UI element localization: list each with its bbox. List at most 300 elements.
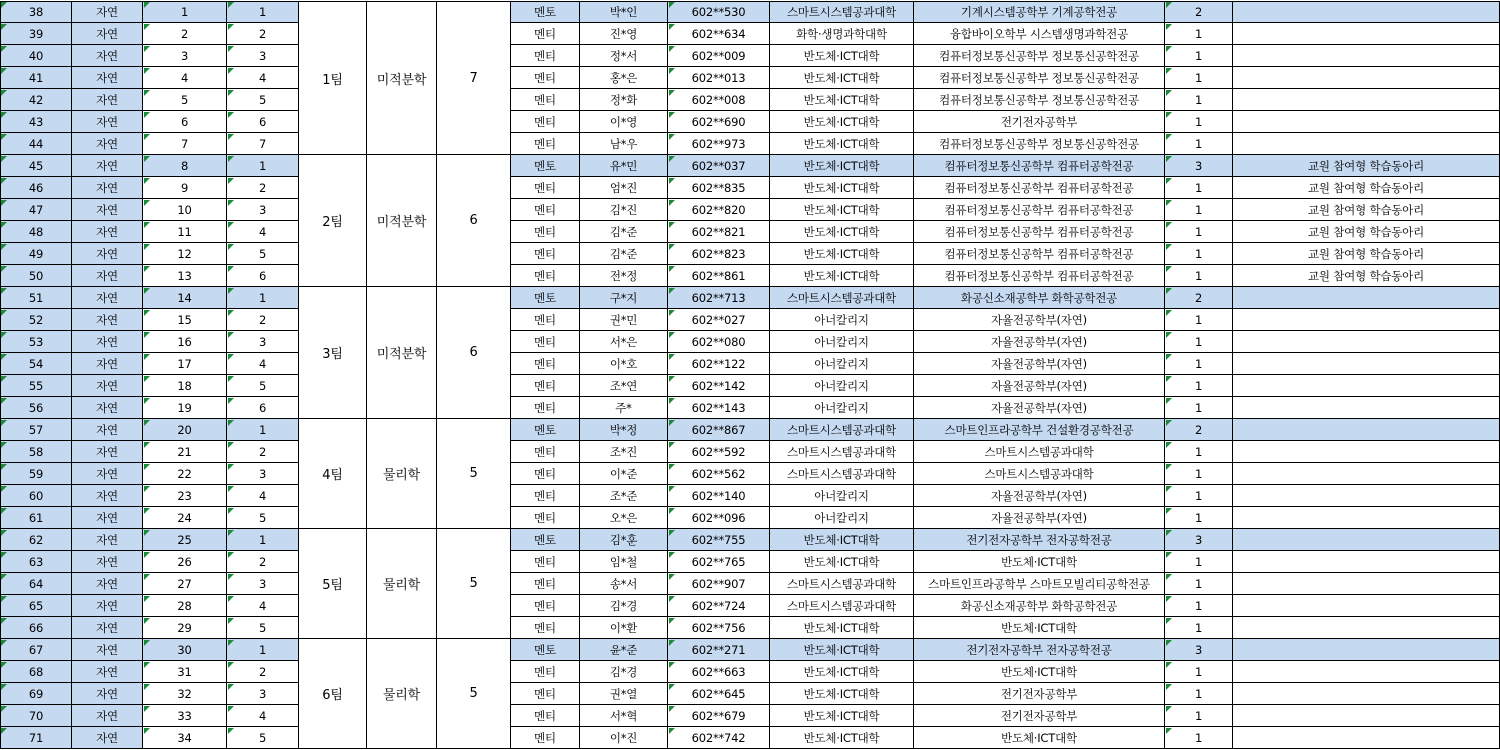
name-cell[interactable]: 정*화 bbox=[580, 89, 668, 111]
sequence-cell[interactable]: 10 bbox=[143, 199, 227, 221]
name-cell[interactable]: 서*은 bbox=[580, 331, 668, 353]
sequence-cell[interactable]: 16 bbox=[143, 331, 227, 353]
sequence-cell[interactable]: 28 bbox=[143, 595, 227, 617]
student-id-cell[interactable]: 602**013 bbox=[668, 67, 770, 89]
team-member-number-cell[interactable]: 2 bbox=[227, 441, 299, 463]
team-member-number-cell[interactable]: 2 bbox=[227, 177, 299, 199]
row-number-cell[interactable]: 38 bbox=[0, 1, 72, 23]
field-cell[interactable]: 자연 bbox=[72, 639, 143, 661]
sequence-cell[interactable]: 22 bbox=[143, 463, 227, 485]
role-cell[interactable]: 멘토 bbox=[511, 529, 580, 551]
student-id-cell[interactable]: 602**756 bbox=[668, 617, 770, 639]
field-cell[interactable]: 자연 bbox=[72, 309, 143, 331]
team-name-cell[interactable]: 6팀 bbox=[299, 639, 367, 749]
note-cell[interactable] bbox=[1233, 463, 1500, 485]
sequence-cell[interactable]: 7 bbox=[143, 133, 227, 155]
sequence-cell[interactable]: 19 bbox=[143, 397, 227, 419]
role-cell[interactable]: 멘티 bbox=[511, 375, 580, 397]
college-cell[interactable]: 반도체·ICT대학 bbox=[770, 133, 914, 155]
note-cell[interactable] bbox=[1233, 67, 1500, 89]
field-cell[interactable]: 자연 bbox=[72, 331, 143, 353]
student-id-cell[interactable]: 602**663 bbox=[668, 661, 770, 683]
grade-cell[interactable]: 1 bbox=[1165, 595, 1233, 617]
field-cell[interactable]: 자연 bbox=[72, 353, 143, 375]
major-cell[interactable]: 자율전공학부(자연) bbox=[914, 331, 1165, 353]
name-cell[interactable]: 오*은 bbox=[580, 507, 668, 529]
team-member-number-cell[interactable]: 4 bbox=[227, 221, 299, 243]
subject-cell[interactable]: 물리학 bbox=[367, 419, 437, 529]
row-number-cell[interactable]: 60 bbox=[0, 485, 72, 507]
name-cell[interactable]: 서*혁 bbox=[580, 705, 668, 727]
student-id-cell[interactable]: 602**271 bbox=[668, 639, 770, 661]
grade-cell[interactable]: 1 bbox=[1165, 683, 1233, 705]
college-cell[interactable]: 반도체·ICT대학 bbox=[770, 243, 914, 265]
major-cell[interactable]: 융합바이오학부 시스템생명과학전공 bbox=[914, 23, 1165, 45]
role-cell[interactable]: 멘티 bbox=[511, 441, 580, 463]
major-cell[interactable]: 자율전공학부(자연) bbox=[914, 375, 1165, 397]
role-cell[interactable]: 멘티 bbox=[511, 507, 580, 529]
student-id-cell[interactable]: 602**143 bbox=[668, 397, 770, 419]
note-cell[interactable] bbox=[1233, 573, 1500, 595]
field-cell[interactable]: 자연 bbox=[72, 45, 143, 67]
row-number-cell[interactable]: 65 bbox=[0, 595, 72, 617]
field-cell[interactable]: 자연 bbox=[72, 177, 143, 199]
member-count-cell[interactable]: 5 bbox=[437, 419, 511, 529]
grade-cell[interactable]: 3 bbox=[1165, 529, 1233, 551]
team-member-number-cell[interactable]: 5 bbox=[227, 617, 299, 639]
grade-cell[interactable]: 1 bbox=[1165, 199, 1233, 221]
note-cell[interactable] bbox=[1233, 397, 1500, 419]
note-cell[interactable]: 교원 참여형 학습동아리 bbox=[1233, 177, 1500, 199]
name-cell[interactable]: 김*진 bbox=[580, 199, 668, 221]
grade-cell[interactable]: 1 bbox=[1165, 67, 1233, 89]
team-member-number-cell[interactable]: 3 bbox=[227, 683, 299, 705]
student-id-cell[interactable]: 602**861 bbox=[668, 265, 770, 287]
team-member-number-cell[interactable]: 1 bbox=[227, 287, 299, 309]
role-cell[interactable]: 멘티 bbox=[511, 133, 580, 155]
sequence-cell[interactable]: 8 bbox=[143, 155, 227, 177]
sequence-cell[interactable]: 18 bbox=[143, 375, 227, 397]
college-cell[interactable]: 아너칼리지 bbox=[770, 331, 914, 353]
team-member-number-cell[interactable]: 5 bbox=[227, 243, 299, 265]
row-number-cell[interactable]: 39 bbox=[0, 23, 72, 45]
grade-cell[interactable]: 1 bbox=[1165, 331, 1233, 353]
note-cell[interactable] bbox=[1233, 485, 1500, 507]
note-cell[interactable] bbox=[1233, 45, 1500, 67]
student-id-cell[interactable]: 602**080 bbox=[668, 331, 770, 353]
student-id-cell[interactable]: 602**634 bbox=[668, 23, 770, 45]
name-cell[interactable]: 주* bbox=[580, 397, 668, 419]
grade-cell[interactable]: 1 bbox=[1165, 441, 1233, 463]
role-cell[interactable]: 멘티 bbox=[511, 221, 580, 243]
grade-cell[interactable]: 2 bbox=[1165, 287, 1233, 309]
college-cell[interactable]: 스마트시스템공과대학 bbox=[770, 419, 914, 441]
name-cell[interactable]: 김*경 bbox=[580, 661, 668, 683]
role-cell[interactable]: 멘티 bbox=[511, 331, 580, 353]
field-cell[interactable]: 자연 bbox=[72, 287, 143, 309]
note-cell[interactable] bbox=[1233, 441, 1500, 463]
name-cell[interactable]: 정*서 bbox=[580, 45, 668, 67]
student-id-cell[interactable]: 602**562 bbox=[668, 463, 770, 485]
team-member-number-cell[interactable]: 2 bbox=[227, 661, 299, 683]
college-cell[interactable]: 반도체·ICT대학 bbox=[770, 683, 914, 705]
team-member-number-cell[interactable]: 1 bbox=[227, 529, 299, 551]
student-id-cell[interactable]: 602**867 bbox=[668, 419, 770, 441]
college-cell[interactable]: 아너칼리지 bbox=[770, 309, 914, 331]
grade-cell[interactable]: 1 bbox=[1165, 705, 1233, 727]
grade-cell[interactable]: 1 bbox=[1165, 507, 1233, 529]
sequence-cell[interactable]: 23 bbox=[143, 485, 227, 507]
major-cell[interactable]: 전기전자공학부 bbox=[914, 705, 1165, 727]
row-number-cell[interactable]: 71 bbox=[0, 727, 72, 749]
major-cell[interactable]: 컴퓨터정보통신공학부 컴퓨터공학전공 bbox=[914, 243, 1165, 265]
grade-cell[interactable]: 1 bbox=[1165, 45, 1233, 67]
note-cell[interactable] bbox=[1233, 287, 1500, 309]
note-cell[interactable] bbox=[1233, 507, 1500, 529]
name-cell[interactable]: 조*진 bbox=[580, 441, 668, 463]
row-number-cell[interactable]: 40 bbox=[0, 45, 72, 67]
team-member-number-cell[interactable]: 3 bbox=[227, 331, 299, 353]
team-name-cell[interactable]: 4팀 bbox=[299, 419, 367, 529]
sequence-cell[interactable]: 5 bbox=[143, 89, 227, 111]
field-cell[interactable]: 자연 bbox=[72, 705, 143, 727]
team-member-number-cell[interactable]: 7 bbox=[227, 133, 299, 155]
major-cell[interactable]: 컴퓨터정보통신공학부 정보통신공학전공 bbox=[914, 89, 1165, 111]
row-number-cell[interactable]: 45 bbox=[0, 155, 72, 177]
sequence-cell[interactable]: 6 bbox=[143, 111, 227, 133]
role-cell[interactable]: 멘티 bbox=[511, 243, 580, 265]
field-cell[interactable]: 자연 bbox=[72, 1, 143, 23]
note-cell[interactable]: 교원 참여형 학습동아리 bbox=[1233, 265, 1500, 287]
college-cell[interactable]: 반도체·ICT대학 bbox=[770, 529, 914, 551]
field-cell[interactable]: 자연 bbox=[72, 199, 143, 221]
note-cell[interactable] bbox=[1233, 23, 1500, 45]
major-cell[interactable]: 자율전공학부(자연) bbox=[914, 485, 1165, 507]
name-cell[interactable]: 김*경 bbox=[580, 595, 668, 617]
major-cell[interactable]: 자율전공학부(자연) bbox=[914, 507, 1165, 529]
student-id-cell[interactable]: 602**755 bbox=[668, 529, 770, 551]
student-id-cell[interactable]: 602**724 bbox=[668, 595, 770, 617]
grade-cell[interactable]: 2 bbox=[1165, 1, 1233, 23]
college-cell[interactable]: 반도체·ICT대학 bbox=[770, 89, 914, 111]
major-cell[interactable]: 반도체·ICT대학 bbox=[914, 727, 1165, 749]
row-number-cell[interactable]: 41 bbox=[0, 67, 72, 89]
college-cell[interactable]: 반도체·ICT대학 bbox=[770, 661, 914, 683]
note-cell[interactable] bbox=[1233, 89, 1500, 111]
name-cell[interactable]: 이*준 bbox=[580, 463, 668, 485]
college-cell[interactable]: 반도체·ICT대학 bbox=[770, 111, 914, 133]
grade-cell[interactable]: 1 bbox=[1165, 727, 1233, 749]
grade-cell[interactable]: 1 bbox=[1165, 309, 1233, 331]
field-cell[interactable]: 자연 bbox=[72, 23, 143, 45]
student-id-cell[interactable]: 602**907 bbox=[668, 573, 770, 595]
note-cell[interactable] bbox=[1233, 529, 1500, 551]
major-cell[interactable]: 자율전공학부(자연) bbox=[914, 397, 1165, 419]
name-cell[interactable]: 김*훈 bbox=[580, 529, 668, 551]
college-cell[interactable]: 반도체·ICT대학 bbox=[770, 155, 914, 177]
grade-cell[interactable]: 2 bbox=[1165, 419, 1233, 441]
name-cell[interactable]: 김*준 bbox=[580, 221, 668, 243]
student-id-cell[interactable]: 602**142 bbox=[668, 375, 770, 397]
grade-cell[interactable]: 1 bbox=[1165, 573, 1233, 595]
sequence-cell[interactable]: 11 bbox=[143, 221, 227, 243]
row-number-cell[interactable]: 64 bbox=[0, 573, 72, 595]
note-cell[interactable] bbox=[1233, 551, 1500, 573]
name-cell[interactable]: 이*영 bbox=[580, 111, 668, 133]
name-cell[interactable]: 전*정 bbox=[580, 265, 668, 287]
name-cell[interactable]: 조*준 bbox=[580, 485, 668, 507]
role-cell[interactable]: 멘티 bbox=[511, 727, 580, 749]
college-cell[interactable]: 반도체·ICT대학 bbox=[770, 639, 914, 661]
student-id-cell[interactable]: 602**823 bbox=[668, 243, 770, 265]
sequence-cell[interactable]: 24 bbox=[143, 507, 227, 529]
row-number-cell[interactable]: 62 bbox=[0, 529, 72, 551]
team-name-cell[interactable]: 5팀 bbox=[299, 529, 367, 639]
major-cell[interactable]: 컴퓨터정보통신공학부 정보통신공학전공 bbox=[914, 45, 1165, 67]
grade-cell[interactable]: 3 bbox=[1165, 155, 1233, 177]
field-cell[interactable]: 자연 bbox=[72, 221, 143, 243]
sequence-cell[interactable]: 20 bbox=[143, 419, 227, 441]
student-id-cell[interactable]: 602**713 bbox=[668, 287, 770, 309]
sequence-cell[interactable]: 4 bbox=[143, 67, 227, 89]
major-cell[interactable]: 전기전자공학부 bbox=[914, 111, 1165, 133]
row-number-cell[interactable]: 69 bbox=[0, 683, 72, 705]
field-cell[interactable]: 자연 bbox=[72, 67, 143, 89]
sequence-cell[interactable]: 31 bbox=[143, 661, 227, 683]
name-cell[interactable]: 엄*진 bbox=[580, 177, 668, 199]
sequence-cell[interactable]: 33 bbox=[143, 705, 227, 727]
college-cell[interactable]: 아너칼리지 bbox=[770, 375, 914, 397]
major-cell[interactable]: 컴퓨터정보통신공학부 컴퓨터공학전공 bbox=[914, 199, 1165, 221]
note-cell[interactable] bbox=[1233, 375, 1500, 397]
row-number-cell[interactable]: 47 bbox=[0, 199, 72, 221]
note-cell[interactable] bbox=[1233, 705, 1500, 727]
role-cell[interactable]: 멘티 bbox=[511, 309, 580, 331]
field-cell[interactable]: 자연 bbox=[72, 485, 143, 507]
major-cell[interactable]: 기계시스템공학부 기계공학전공 bbox=[914, 1, 1165, 23]
college-cell[interactable]: 반도체·ICT대학 bbox=[770, 265, 914, 287]
team-member-number-cell[interactable]: 3 bbox=[227, 463, 299, 485]
team-member-number-cell[interactable]: 4 bbox=[227, 353, 299, 375]
role-cell[interactable]: 멘토 bbox=[511, 639, 580, 661]
college-cell[interactable]: 반도체·ICT대학 bbox=[770, 45, 914, 67]
major-cell[interactable]: 전기전자공학부 전자공학전공 bbox=[914, 529, 1165, 551]
student-id-cell[interactable]: 602**821 bbox=[668, 221, 770, 243]
row-number-cell[interactable]: 52 bbox=[0, 309, 72, 331]
field-cell[interactable]: 자연 bbox=[72, 529, 143, 551]
student-id-cell[interactable]: 602**037 bbox=[668, 155, 770, 177]
role-cell[interactable]: 멘티 bbox=[511, 617, 580, 639]
student-id-cell[interactable]: 602**592 bbox=[668, 441, 770, 463]
team-member-number-cell[interactable]: 2 bbox=[227, 309, 299, 331]
major-cell[interactable]: 컴퓨터정보통신공학부 컴퓨터공학전공 bbox=[914, 265, 1165, 287]
name-cell[interactable]: 이*환 bbox=[580, 617, 668, 639]
team-member-number-cell[interactable]: 5 bbox=[227, 727, 299, 749]
name-cell[interactable]: 송*서 bbox=[580, 573, 668, 595]
note-cell[interactable] bbox=[1233, 309, 1500, 331]
row-number-cell[interactable]: 50 bbox=[0, 265, 72, 287]
role-cell[interactable]: 멘티 bbox=[511, 177, 580, 199]
field-cell[interactable]: 자연 bbox=[72, 243, 143, 265]
team-member-number-cell[interactable]: 5 bbox=[227, 89, 299, 111]
role-cell[interactable]: 멘티 bbox=[511, 89, 580, 111]
field-cell[interactable]: 자연 bbox=[72, 441, 143, 463]
major-cell[interactable]: 컴퓨터정보통신공학부 컴퓨터공학전공 bbox=[914, 155, 1165, 177]
student-id-cell[interactable]: 602**835 bbox=[668, 177, 770, 199]
grade-cell[interactable]: 1 bbox=[1165, 397, 1233, 419]
college-cell[interactable]: 반도체·ICT대학 bbox=[770, 67, 914, 89]
major-cell[interactable]: 컴퓨터정보통신공학부 컴퓨터공학전공 bbox=[914, 177, 1165, 199]
name-cell[interactable]: 김*준 bbox=[580, 243, 668, 265]
note-cell[interactable] bbox=[1233, 419, 1500, 441]
sequence-cell[interactable]: 1 bbox=[143, 1, 227, 23]
subject-cell[interactable]: 미적분학 bbox=[367, 287, 437, 419]
major-cell[interactable]: 스마트인프라공학부 건설환경공학전공 bbox=[914, 419, 1165, 441]
student-id-cell[interactable]: 602**645 bbox=[668, 683, 770, 705]
team-member-number-cell[interactable]: 3 bbox=[227, 573, 299, 595]
student-id-cell[interactable]: 602**742 bbox=[668, 727, 770, 749]
major-cell[interactable]: 스마트시스템공과대학 bbox=[914, 463, 1165, 485]
sequence-cell[interactable]: 15 bbox=[143, 309, 227, 331]
team-member-number-cell[interactable]: 6 bbox=[227, 265, 299, 287]
name-cell[interactable]: 임*철 bbox=[580, 551, 668, 573]
grade-cell[interactable]: 1 bbox=[1165, 243, 1233, 265]
student-id-cell[interactable]: 602**973 bbox=[668, 133, 770, 155]
sequence-cell[interactable]: 17 bbox=[143, 353, 227, 375]
role-cell[interactable]: 멘토 bbox=[511, 419, 580, 441]
field-cell[interactable]: 자연 bbox=[72, 573, 143, 595]
field-cell[interactable]: 자연 bbox=[72, 661, 143, 683]
note-cell[interactable] bbox=[1233, 595, 1500, 617]
role-cell[interactable]: 멘티 bbox=[511, 463, 580, 485]
team-member-number-cell[interactable]: 4 bbox=[227, 595, 299, 617]
row-number-cell[interactable]: 57 bbox=[0, 419, 72, 441]
field-cell[interactable]: 자연 bbox=[72, 397, 143, 419]
subject-cell[interactable]: 미적분학 bbox=[367, 1, 437, 155]
field-cell[interactable]: 자연 bbox=[72, 375, 143, 397]
role-cell[interactable]: 멘티 bbox=[511, 111, 580, 133]
team-name-cell[interactable]: 3팀 bbox=[299, 287, 367, 419]
student-id-cell[interactable]: 602**008 bbox=[668, 89, 770, 111]
grade-cell[interactable]: 1 bbox=[1165, 221, 1233, 243]
student-id-cell[interactable]: 602**027 bbox=[668, 309, 770, 331]
team-member-number-cell[interactable]: 4 bbox=[227, 67, 299, 89]
row-number-cell[interactable]: 54 bbox=[0, 353, 72, 375]
name-cell[interactable]: 박*인 bbox=[580, 1, 668, 23]
note-cell[interactable] bbox=[1233, 331, 1500, 353]
college-cell[interactable]: 스마트시스템공과대학 bbox=[770, 463, 914, 485]
row-number-cell[interactable]: 58 bbox=[0, 441, 72, 463]
name-cell[interactable]: 이*진 bbox=[580, 727, 668, 749]
role-cell[interactable]: 멘티 bbox=[511, 705, 580, 727]
row-number-cell[interactable]: 61 bbox=[0, 507, 72, 529]
note-cell[interactable] bbox=[1233, 617, 1500, 639]
student-id-cell[interactable]: 602**820 bbox=[668, 199, 770, 221]
grade-cell[interactable]: 1 bbox=[1165, 485, 1233, 507]
row-number-cell[interactable]: 53 bbox=[0, 331, 72, 353]
major-cell[interactable]: 화공신소재공학부 화학공학전공 bbox=[914, 595, 1165, 617]
name-cell[interactable]: 이*호 bbox=[580, 353, 668, 375]
role-cell[interactable]: 멘티 bbox=[511, 199, 580, 221]
note-cell[interactable]: 교원 참여형 학습동아리 bbox=[1233, 221, 1500, 243]
student-id-cell[interactable]: 602**765 bbox=[668, 551, 770, 573]
note-cell[interactable] bbox=[1233, 111, 1500, 133]
role-cell[interactable]: 멘티 bbox=[511, 661, 580, 683]
field-cell[interactable]: 자연 bbox=[72, 155, 143, 177]
sequence-cell[interactable]: 30 bbox=[143, 639, 227, 661]
row-number-cell[interactable]: 48 bbox=[0, 221, 72, 243]
major-cell[interactable]: 전기전자공학부 전자공학전공 bbox=[914, 639, 1165, 661]
sequence-cell[interactable]: 34 bbox=[143, 727, 227, 749]
row-number-cell[interactable]: 49 bbox=[0, 243, 72, 265]
role-cell[interactable]: 멘티 bbox=[511, 23, 580, 45]
major-cell[interactable]: 스마트인프라공학부 스마트모빌리티공학전공 bbox=[914, 573, 1165, 595]
note-cell[interactable] bbox=[1233, 1, 1500, 23]
grade-cell[interactable]: 1 bbox=[1165, 89, 1233, 111]
note-cell[interactable]: 교원 참여형 학습동아리 bbox=[1233, 155, 1500, 177]
college-cell[interactable]: 아너칼리지 bbox=[770, 353, 914, 375]
note-cell[interactable]: 교원 참여형 학습동아리 bbox=[1233, 199, 1500, 221]
student-id-cell[interactable]: 602**690 bbox=[668, 111, 770, 133]
role-cell[interactable]: 멘티 bbox=[511, 397, 580, 419]
row-number-cell[interactable]: 51 bbox=[0, 287, 72, 309]
role-cell[interactable]: 멘티 bbox=[511, 551, 580, 573]
grade-cell[interactable]: 1 bbox=[1165, 23, 1233, 45]
row-number-cell[interactable]: 68 bbox=[0, 661, 72, 683]
team-member-number-cell[interactable]: 6 bbox=[227, 111, 299, 133]
college-cell[interactable]: 스마트시스템공과대학 bbox=[770, 287, 914, 309]
row-number-cell[interactable]: 70 bbox=[0, 705, 72, 727]
row-number-cell[interactable]: 67 bbox=[0, 639, 72, 661]
grade-cell[interactable]: 1 bbox=[1165, 111, 1233, 133]
major-cell[interactable]: 화공신소재공학부 화학공학전공 bbox=[914, 287, 1165, 309]
college-cell[interactable]: 스마트시스템공과대학 bbox=[770, 573, 914, 595]
major-cell[interactable]: 스마트시스템공과대학 bbox=[914, 441, 1165, 463]
name-cell[interactable]: 권*열 bbox=[580, 683, 668, 705]
name-cell[interactable]: 남*우 bbox=[580, 133, 668, 155]
row-number-cell[interactable]: 42 bbox=[0, 89, 72, 111]
field-cell[interactable]: 자연 bbox=[72, 111, 143, 133]
name-cell[interactable]: 윤*준 bbox=[580, 639, 668, 661]
row-number-cell[interactable]: 55 bbox=[0, 375, 72, 397]
note-cell[interactable] bbox=[1233, 133, 1500, 155]
row-number-cell[interactable]: 63 bbox=[0, 551, 72, 573]
team-member-number-cell[interactable]: 2 bbox=[227, 551, 299, 573]
member-count-cell[interactable]: 5 bbox=[437, 639, 511, 749]
role-cell[interactable]: 멘토 bbox=[511, 155, 580, 177]
major-cell[interactable]: 자율전공학부(자연) bbox=[914, 309, 1165, 331]
field-cell[interactable]: 자연 bbox=[72, 133, 143, 155]
member-count-cell[interactable]: 6 bbox=[437, 155, 511, 287]
grade-cell[interactable]: 1 bbox=[1165, 177, 1233, 199]
grade-cell[interactable]: 1 bbox=[1165, 617, 1233, 639]
college-cell[interactable]: 반도체·ICT대학 bbox=[770, 551, 914, 573]
grade-cell[interactable]: 1 bbox=[1165, 375, 1233, 397]
college-cell[interactable]: 반도체·ICT대학 bbox=[770, 727, 914, 749]
role-cell[interactable]: 멘티 bbox=[511, 573, 580, 595]
row-number-cell[interactable]: 44 bbox=[0, 133, 72, 155]
role-cell[interactable]: 멘티 bbox=[511, 595, 580, 617]
sequence-cell[interactable]: 9 bbox=[143, 177, 227, 199]
team-member-number-cell[interactable]: 3 bbox=[227, 199, 299, 221]
college-cell[interactable]: 화학·생명과학대학 bbox=[770, 23, 914, 45]
team-member-number-cell[interactable]: 4 bbox=[227, 485, 299, 507]
college-cell[interactable]: 아너칼리지 bbox=[770, 507, 914, 529]
team-member-number-cell[interactable]: 5 bbox=[227, 375, 299, 397]
row-number-cell[interactable]: 66 bbox=[0, 617, 72, 639]
college-cell[interactable]: 스마트시스템공과대학 bbox=[770, 1, 914, 23]
grade-cell[interactable]: 1 bbox=[1165, 551, 1233, 573]
